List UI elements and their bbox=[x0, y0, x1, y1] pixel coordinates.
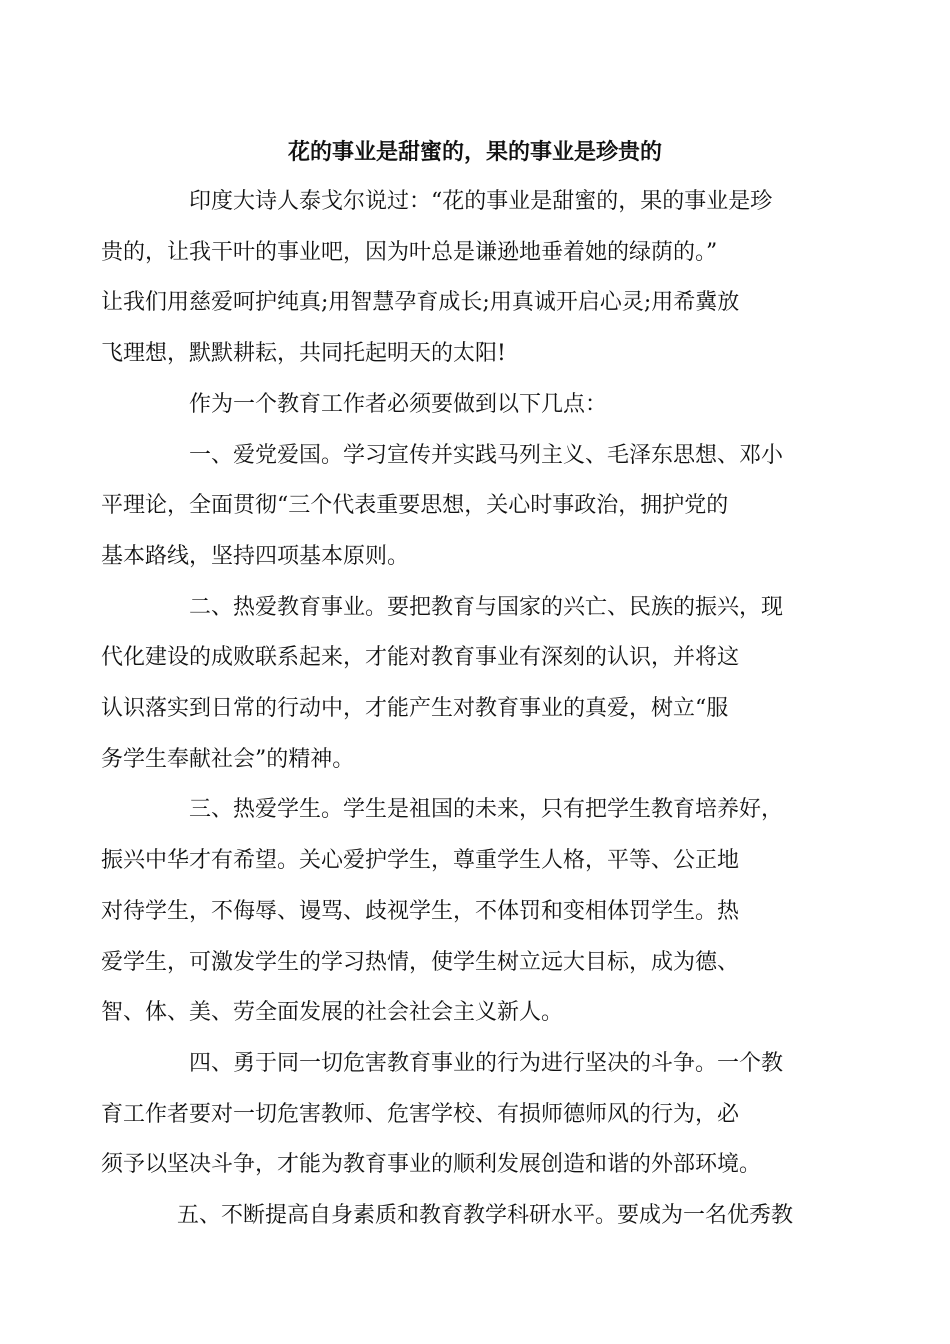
paragraph-point-4 bbox=[101, 1039, 810, 1191]
paragraph-line: 务学生奉献社会”的精神。 bbox=[101, 746, 355, 772]
paragraph-line: 让我们用慈爱呵护纯真;用智慧孕育成长;用真诚开启心灵;用希冀放 bbox=[101, 290, 740, 316]
paragraph-line: 作为一个教育工作者必须要做到以下几点： bbox=[189, 391, 608, 417]
paragraph-line: 智、体、美、劳全面发展的社会社会主义新人。 bbox=[101, 1000, 564, 1026]
paragraph-line: 二、热爱教育事业。要把教育与国家的兴亡、民族的振兴，现 bbox=[189, 594, 784, 620]
paragraph-line: 五、不断提高自身素质和教育教学科研水平。要成为一名优秀教 bbox=[177, 1203, 794, 1229]
paragraph-line: 一、爱党爱国。学习宣传并实践马列主义、毛泽东思想、邓小 bbox=[189, 442, 784, 468]
paragraph-point-1 bbox=[101, 431, 810, 583]
document-body bbox=[101, 177, 810, 1242]
paragraph-line: 贵的，让我干叶的事业吧，因为叶总是谦逊地垂着她的绿荫的。” bbox=[101, 239, 718, 265]
paragraph-line: 须予以坚决斗争，才能为教育事业的顺利发展创造和谐的外部环境。 bbox=[101, 1152, 762, 1178]
paragraph-requirements-lead bbox=[145, 380, 810, 431]
paragraph-line: 基本路线，坚持四项基本原则。 bbox=[101, 543, 410, 569]
paragraph-line: 代化建设的成败联系起来，才能对教育事业有深刻的认识，并将这 bbox=[101, 645, 740, 671]
paragraph-line: 四、勇于同一切危害教育事业的行为进行坚决的斗争。一个教 bbox=[189, 1050, 784, 1076]
paragraph-line: 育工作者要对一切危害教师、危害学校、有损师德师风的行为，必 bbox=[101, 1101, 740, 1127]
paragraph-line: 飞理想，默默耕耘，共同托起明天的太阳! bbox=[101, 341, 506, 367]
paragraph-line: 印度大诗人泰戈尔说过：“花的事业是甜蜜的，果的事业是珍 bbox=[189, 189, 773, 214]
paragraph-line: 三、热爱学生。学生是祖国的未来，只有把学生教育培养好， bbox=[189, 797, 784, 823]
paragraph-line: 振兴中华才有希望。关心爱护学生，尊重学生人格，平等、公正地 bbox=[101, 848, 740, 874]
paragraph-line: 平理论，全面贯彻“三个代表重要思想，关心时事政治，拥护党的 bbox=[101, 493, 729, 519]
paragraph-line: 对待学生，不侮辱、谩骂、歧视学生，不体罚和变相体罚学生。热 bbox=[101, 898, 740, 924]
paragraph-point-5 bbox=[145, 1191, 810, 1242]
paragraph-line: 爱学生，可激发学生的学习热情，使学生树立远大目标，成为德、 bbox=[101, 949, 740, 975]
paragraph-intro bbox=[101, 177, 810, 380]
paragraph-point-2 bbox=[101, 583, 810, 786]
document-title: 花的事业是甜蜜的，果的事业是珍贵的 bbox=[287, 140, 662, 165]
paragraph-point-3 bbox=[101, 785, 810, 1039]
paragraph-line: 认识落实到日常的行动中，才能产生对教育事业的真爱，树立“服 bbox=[101, 696, 729, 722]
